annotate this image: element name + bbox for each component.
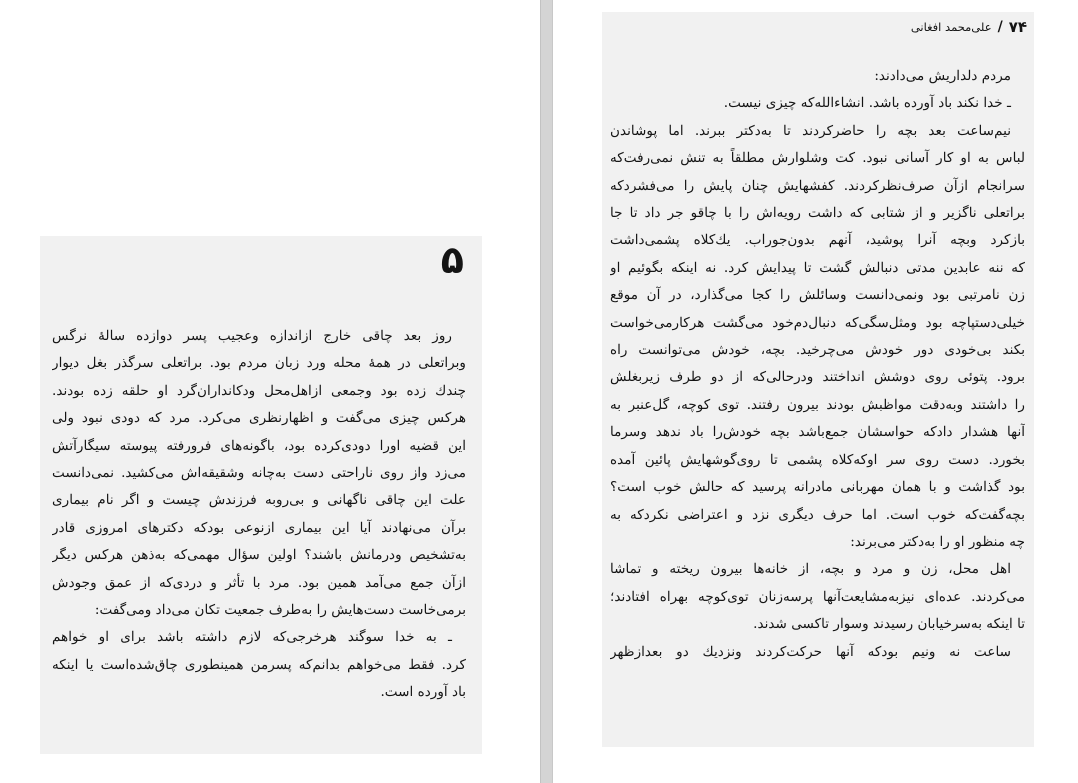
text-line: بود گذاشت و با همان مهربانی مادرانه پرسید که حالش خوب است؟: [610, 479, 1025, 496]
text-line: علت این چاقی ناگهانی و بی‌روبه فرزندش چیست و اگر نام بیماری: [52, 492, 466, 509]
text-line: خیلی‌دستپاچه بود ومثل‌سگی‌که دنبال‌دم‌خود می‌گشت هرکارمی‌خواست: [610, 314, 1025, 331]
text-line: براتعلی ناگزیر و از شتابی که داشت رویه‌اش را با چاقو جر داد تا جا: [610, 205, 1025, 222]
text-line: سرانجام ازآن صرف‌نظرکردند. کفشهایش چنان پایش را می‌فشردکه: [610, 177, 1025, 194]
text-line: زن نامرتبی بود ونمی‌دانست وسائلش را کجا می‌گذارد، در آن موقع: [610, 287, 1025, 304]
text-line: بخورد. دست روی سر اوکه‌کلاه پشمی تا روی‌گوشهایش پائین آمده: [610, 451, 1025, 468]
text-line: برآن می‌نهادند آیا این بیماری ازنوعی بودکه دکترهای امروزی قادر: [52, 519, 466, 536]
text-line: می‌کردند. عده‌ای نیزبه‌مشایعت‌آنها پرسه‌زنان توی‌کوچه بهراه افتادند؛: [610, 588, 1025, 605]
text-line: وبراتعلی در همهٔ محله ورد زبان مردم بود. براتعلی سرگذر بغل دیوار: [52, 355, 466, 372]
text-line: را داشتند وبه‌دقت مواظبش بودند بیرون رفتند. توی کوچه، گل‌عنبر به: [610, 396, 1025, 413]
header-separator: /: [997, 19, 1003, 35]
running-header: [610, 12, 1027, 42]
text-line: چندك زده بود وجمعی ازاهل‌محل ودکانداران‌گرد او حلقه زده بودند.: [52, 382, 466, 399]
text-line: بکند بی‌خودی دور خودش می‌چرخید. بچه، خودش می‌توانست راه: [610, 342, 1025, 359]
text-line: ازآن جمع می‌آمد همین بود. مرد با تأثر و دردی‌که از عمق وجودش: [52, 574, 466, 591]
text-line: برمی‌خاست دست‌هایش را به‌طرف جمعیت تکان می‌داد ومی‌گفت:: [94, 602, 466, 619]
text-line: می‌زد واز روی ناراحتی دست به‌چانه وشقیقه‌اش می‌کشید. نمی‌دانست: [52, 465, 466, 482]
author-name: علی‌محمد افغانی: [910, 20, 992, 34]
text-line: تا اینکه به‌سرخیابان رسیدند وسوار تاکسی شدند.: [753, 616, 1025, 633]
left-page: [40, 236, 482, 754]
text-line: باد آورده است.: [380, 684, 466, 701]
text-line: روز بعد چاقی خارج ازاندازه وعجیب پسر دوازده سالهٔ نرگس: [52, 328, 452, 344]
text-line: به‌تشخیص ودرمانش باشند؟ اولین سؤال مهمی‌که به‌ذهن هرکس دیگر: [52, 547, 466, 564]
text-line: مردم دلداریش می‌دادند:: [874, 68, 1011, 84]
text-line: نیم‌ساعت بعد بچه را حاضرکردند تا به‌دکتر ببرند. اما پوشاندن: [610, 122, 1011, 139]
page-gutter: [540, 0, 553, 783]
text-line: ـ خدا نکند باد آورده باشد. انشاءالله‌که چیزی نیست.: [723, 95, 1011, 112]
text-line: ـ به خدا سوگند هرخرجی‌که لازم داشته باشد برای او خواهم: [52, 629, 452, 646]
chapter-number: ۵: [440, 238, 464, 282]
text-line: بازکرد وبچه آنرا پوشید، آنهم بدون‌جوراب. یك‌کلاه پشمی‌داشت: [610, 232, 1025, 249]
text-line: ساعت نه ونیم بودکه آنها حرکت‌کردند ونزدیك دو بعدازظهر: [610, 643, 1011, 660]
right-page-body: [610, 63, 1025, 666]
text-line: کرد. فقط می‌خواهم بدانم‌که پسرمن همینطوری چاق‌شده‌است یا اینکه: [52, 656, 466, 673]
page-number: ۷۴: [1008, 18, 1027, 36]
left-page-body: [52, 323, 466, 707]
text-line: برود. پتوئی روی دوشش انداختند ودرحالی‌که از دو طرف زیربغلش: [610, 369, 1025, 386]
text-line: این قضیه اورا دودی‌کرده بود، باگونه‌های فرورفته پیوسته سیگارآتش: [52, 437, 466, 454]
text-line: لباس به او کار آسانی نبود. کت وشلوارش مطلقاً به تنش نمی‌رفت‌که: [610, 150, 1025, 167]
text-line: آنها هشدار دادکه حواسشان جمع‌باشد بچه خودش‌را باد ندهد وسرما: [610, 424, 1025, 441]
text-line: چه منظور او را به‌دکتر می‌برند:: [850, 533, 1025, 550]
text-line: هرکس چیزی می‌گفت و اظهارنظری می‌کرد. مرد که دودی نبود ولی: [52, 410, 466, 427]
text-line: بچه‌گفت‌که خوب است. اما حرف دیگری نزد و اعتراضی نکردکه به: [610, 506, 1025, 523]
text-line: که ننه عابدین مدتی دنبالش گشت تا پیدایش کرد. نه اینکه بگوئیم او: [610, 259, 1025, 276]
text-line: اهل محل، زن و مرد و بچه، از خانه‌ها بیرون ریخته و تماشا: [610, 561, 1011, 578]
right-page: [602, 12, 1034, 747]
